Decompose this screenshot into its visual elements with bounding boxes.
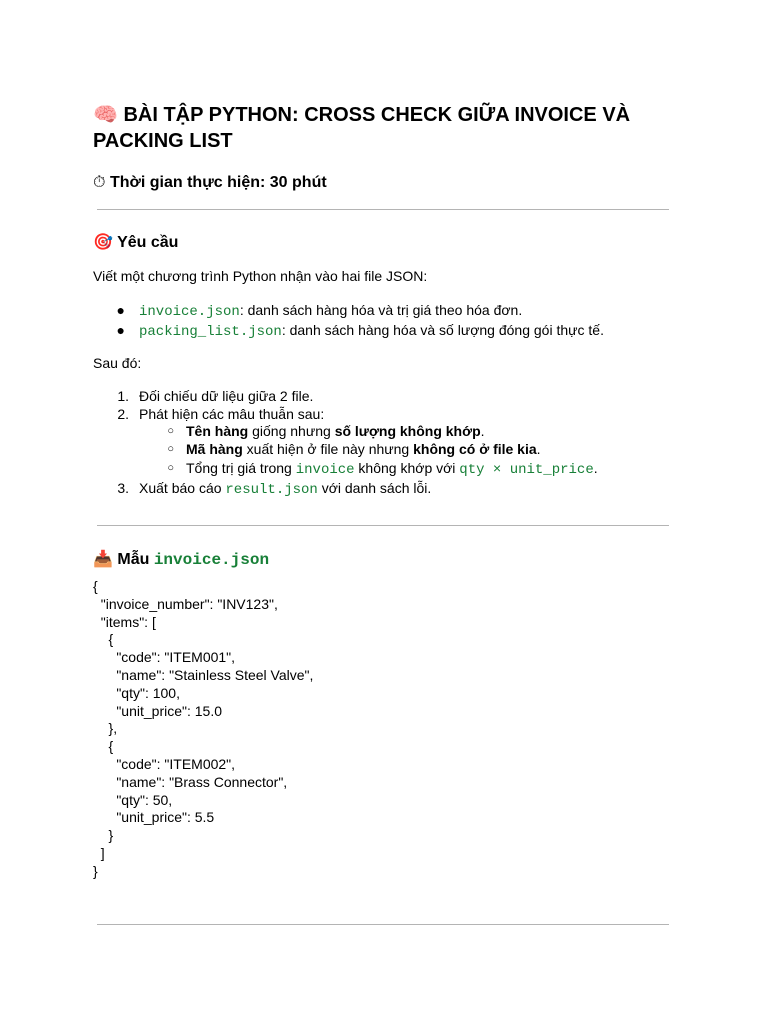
brain-icon: 🧠 xyxy=(93,102,118,126)
step-number: 2. xyxy=(117,406,129,422)
bullet-marker: ● xyxy=(116,302,125,318)
inline-code: invoice.json xyxy=(139,304,240,320)
bullet-marker: ● xyxy=(116,322,125,338)
sub-list-item xyxy=(167,459,598,479)
code-line: { xyxy=(93,738,114,755)
list-item-text: : danh sách hàng hóa và số lượng đóng gói thực tế. xyxy=(281,322,604,338)
code-line: "unit_price": 15.0 xyxy=(93,702,223,719)
step-text: Đối chiếu dữ liệu giữa 2 file. xyxy=(139,388,314,404)
list-item xyxy=(116,301,523,321)
code-line: } xyxy=(93,862,98,879)
code-line: "name": "Stainless Steel Valve", xyxy=(93,666,314,683)
bold-text: không có ở file kia xyxy=(413,441,537,457)
sub-list-item xyxy=(167,422,485,440)
code-line: "qty": 100, xyxy=(93,684,180,701)
sample-heading xyxy=(93,549,269,570)
circle-bullet-marker: ○ xyxy=(167,425,174,437)
inline-code: result.json xyxy=(225,482,318,498)
step-item xyxy=(117,387,314,405)
inline-code: packing_list.json xyxy=(139,324,282,340)
sub-item-text: giống nhưng xyxy=(248,423,335,439)
step-text: Phát hiện các mâu thuẫn sau: xyxy=(139,406,325,422)
bold-text: số lượng không khớp xyxy=(334,423,481,439)
step-item xyxy=(117,479,432,499)
stopwatch-icon: ⏱ xyxy=(93,172,106,191)
inline-code: invoice xyxy=(295,462,355,478)
code-line: } xyxy=(93,827,114,844)
bold-text: Mã hàng xyxy=(186,441,243,457)
code-line: ] xyxy=(93,844,105,861)
circle-bullet-marker: ○ xyxy=(167,462,174,474)
divider xyxy=(97,924,669,925)
list-item xyxy=(116,321,604,341)
step-number: 1. xyxy=(117,388,129,404)
code-line: "code": "ITEM001", xyxy=(93,649,236,666)
code-line: }, xyxy=(93,720,118,737)
duration-line xyxy=(93,172,327,193)
requirements-intro: Viết một chương trình Python nhận vào hai file JSON: xyxy=(93,268,428,284)
code-line: "qty": 50, xyxy=(93,791,173,808)
circle-bullet-marker: ○ xyxy=(167,443,174,455)
step-text: với danh sách lỗi. xyxy=(317,480,432,496)
code-line: "name": "Brass Connector", xyxy=(93,773,288,790)
sub-item-text: . xyxy=(480,423,485,439)
step-text: Xuất báo cáo xyxy=(139,480,226,496)
after-label: Sau đó: xyxy=(93,355,142,371)
duration-text: Thời gian thực hiện: 30 phút xyxy=(109,174,327,191)
page-title xyxy=(93,101,673,154)
page-title-text: BÀI TẬP PYTHON: CROSS CHECK GIỮA INVOICE VÀ PACKING LIST xyxy=(93,104,631,152)
json-sample-block xyxy=(93,578,313,881)
target-icon: 🎯 xyxy=(93,232,113,251)
requirements-heading-text: Yêu cầu xyxy=(117,234,179,251)
sub-item-text: Tổng trị giá trong xyxy=(186,460,296,476)
sample-heading-prefix: Mẫu xyxy=(117,551,154,568)
code-line: { xyxy=(93,578,98,594)
sub-list-item xyxy=(167,440,541,458)
sub-item-text: xuất hiện ở file này nhưng xyxy=(242,441,414,457)
step-item xyxy=(117,405,325,423)
code-line: { xyxy=(93,631,114,648)
divider xyxy=(97,525,669,526)
sub-item-text: không khớp với xyxy=(354,460,460,476)
divider xyxy=(97,209,669,210)
inline-code: qty × unit_price xyxy=(459,462,594,478)
inbox-tray-icon: 📥 xyxy=(93,549,113,568)
list-item-text: : danh sách hàng hóa và trị giá theo hóa đơn. xyxy=(239,302,523,318)
step-number: 3. xyxy=(117,480,129,496)
code-line: "code": "ITEM002", xyxy=(93,755,236,772)
requirements-heading xyxy=(93,232,178,253)
sub-item-text: . xyxy=(536,441,541,457)
sub-item-text: . xyxy=(593,460,598,476)
code-line: "invoice_number": "INV123", xyxy=(93,595,278,612)
sample-heading-code: invoice.json xyxy=(153,551,270,569)
bold-text: Tên hàng xyxy=(186,423,249,439)
code-line: "items": [ xyxy=(93,613,156,630)
code-line: "unit_price": 5.5 xyxy=(93,809,215,826)
